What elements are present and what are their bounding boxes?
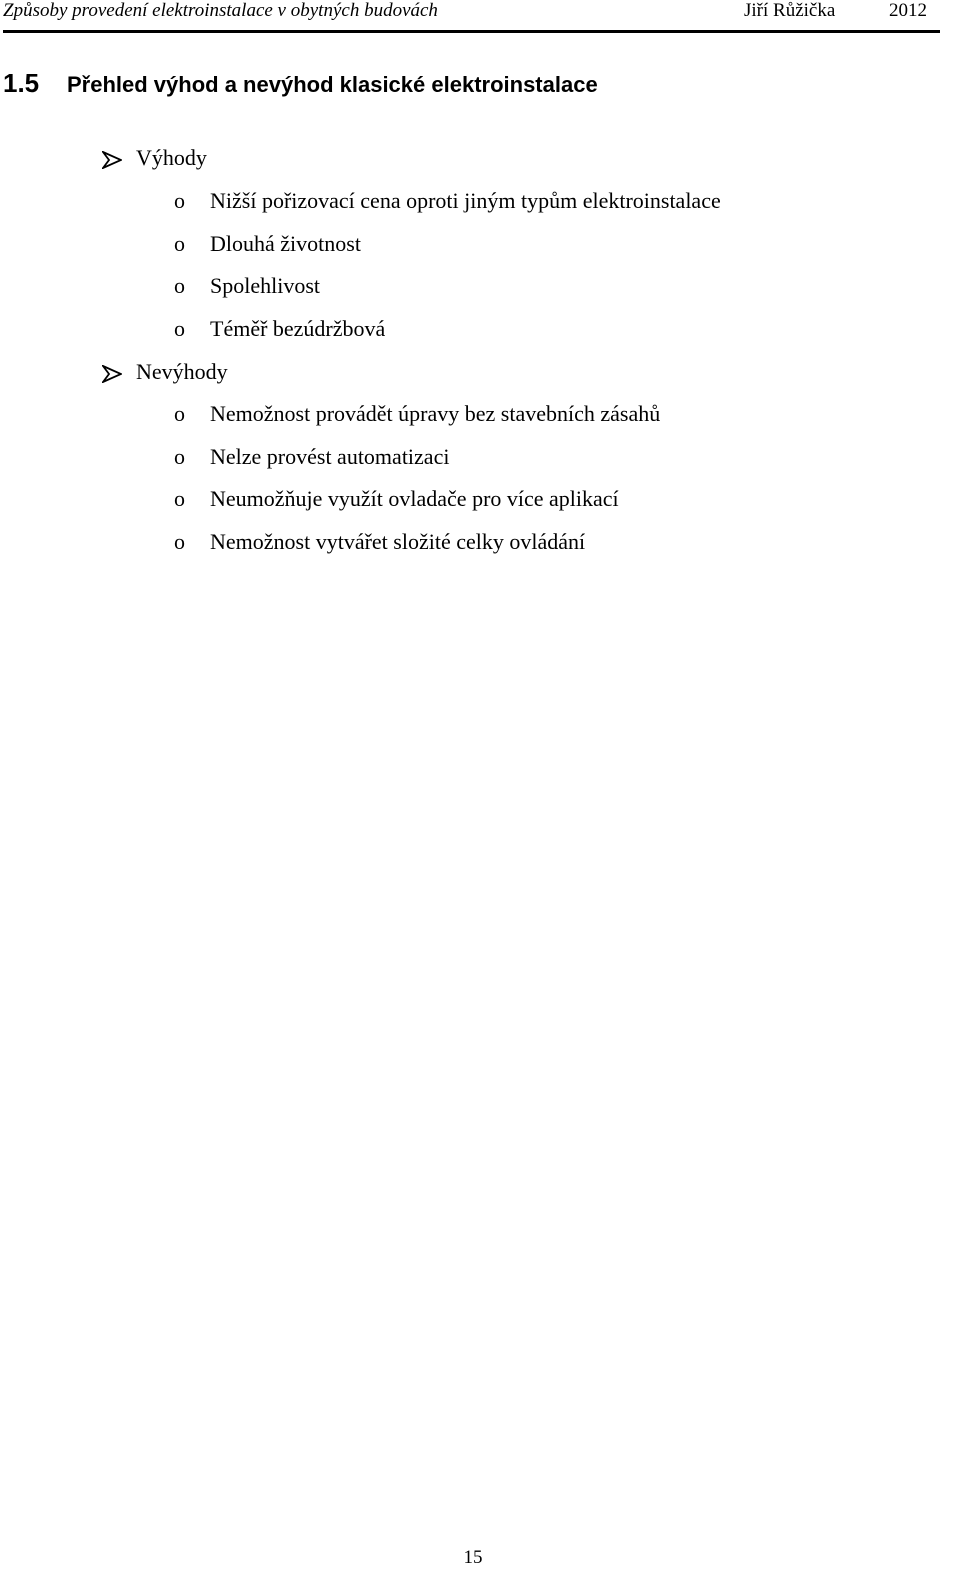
header-title: Způsoby provedení elektroinstalace v obytných budovách	[3, 0, 438, 21]
list-item-text: Nemožnost vytvářet složité celky ovládání	[210, 529, 586, 554]
group-label: Výhody	[136, 145, 207, 170]
list-item-text: Spolehlivost	[210, 273, 321, 298]
list-item-text: Neumožňuje využít ovladače pro více aplikací	[210, 486, 619, 511]
section-number: 1.5	[3, 68, 40, 98]
section-title: Přehled výhod a nevýhod klasické elektroinstalace	[67, 72, 598, 97]
list-item	[174, 273, 320, 299]
page-header	[3, 0, 940, 33]
list-item	[174, 444, 449, 470]
group-heading-advantages	[102, 145, 207, 171]
list-item-text: Nemožnost provádět úpravy bez stavebních zásahů	[210, 401, 661, 426]
group-label: Nevýhody	[136, 359, 228, 384]
list-bullet: o	[174, 529, 185, 554]
list-item	[174, 401, 660, 427]
arrowhead-icon	[102, 151, 136, 169]
list-item-text: Nelze provést automatizaci	[210, 444, 450, 469]
list-bullet: o	[174, 273, 185, 298]
list-item	[174, 529, 585, 555]
list-item	[174, 316, 385, 342]
arrowhead-icon	[102, 365, 136, 383]
list-item	[174, 231, 361, 257]
list-bullet: o	[174, 401, 185, 426]
list-bullet: o	[174, 231, 185, 256]
list-item-text: Téměř bezúdržbová	[210, 316, 386, 341]
list-bullet: o	[174, 486, 185, 511]
list-bullet: o	[174, 188, 185, 213]
group-heading-disadvantages	[102, 359, 228, 385]
page-number: 15	[463, 1547, 483, 1568]
list-item-text: Nižší pořizovací cena oproti jiným typům elektroinstalace	[210, 188, 721, 213]
section-heading	[3, 68, 598, 99]
header-author: Jiří Růžička	[744, 0, 836, 21]
list-item	[174, 188, 721, 214]
list-item-text: Dlouhá životnost	[210, 231, 361, 256]
list-bullet: o	[174, 444, 185, 469]
list-bullet: o	[174, 316, 185, 341]
header-year: 2012	[889, 0, 927, 21]
list-item	[174, 486, 619, 512]
